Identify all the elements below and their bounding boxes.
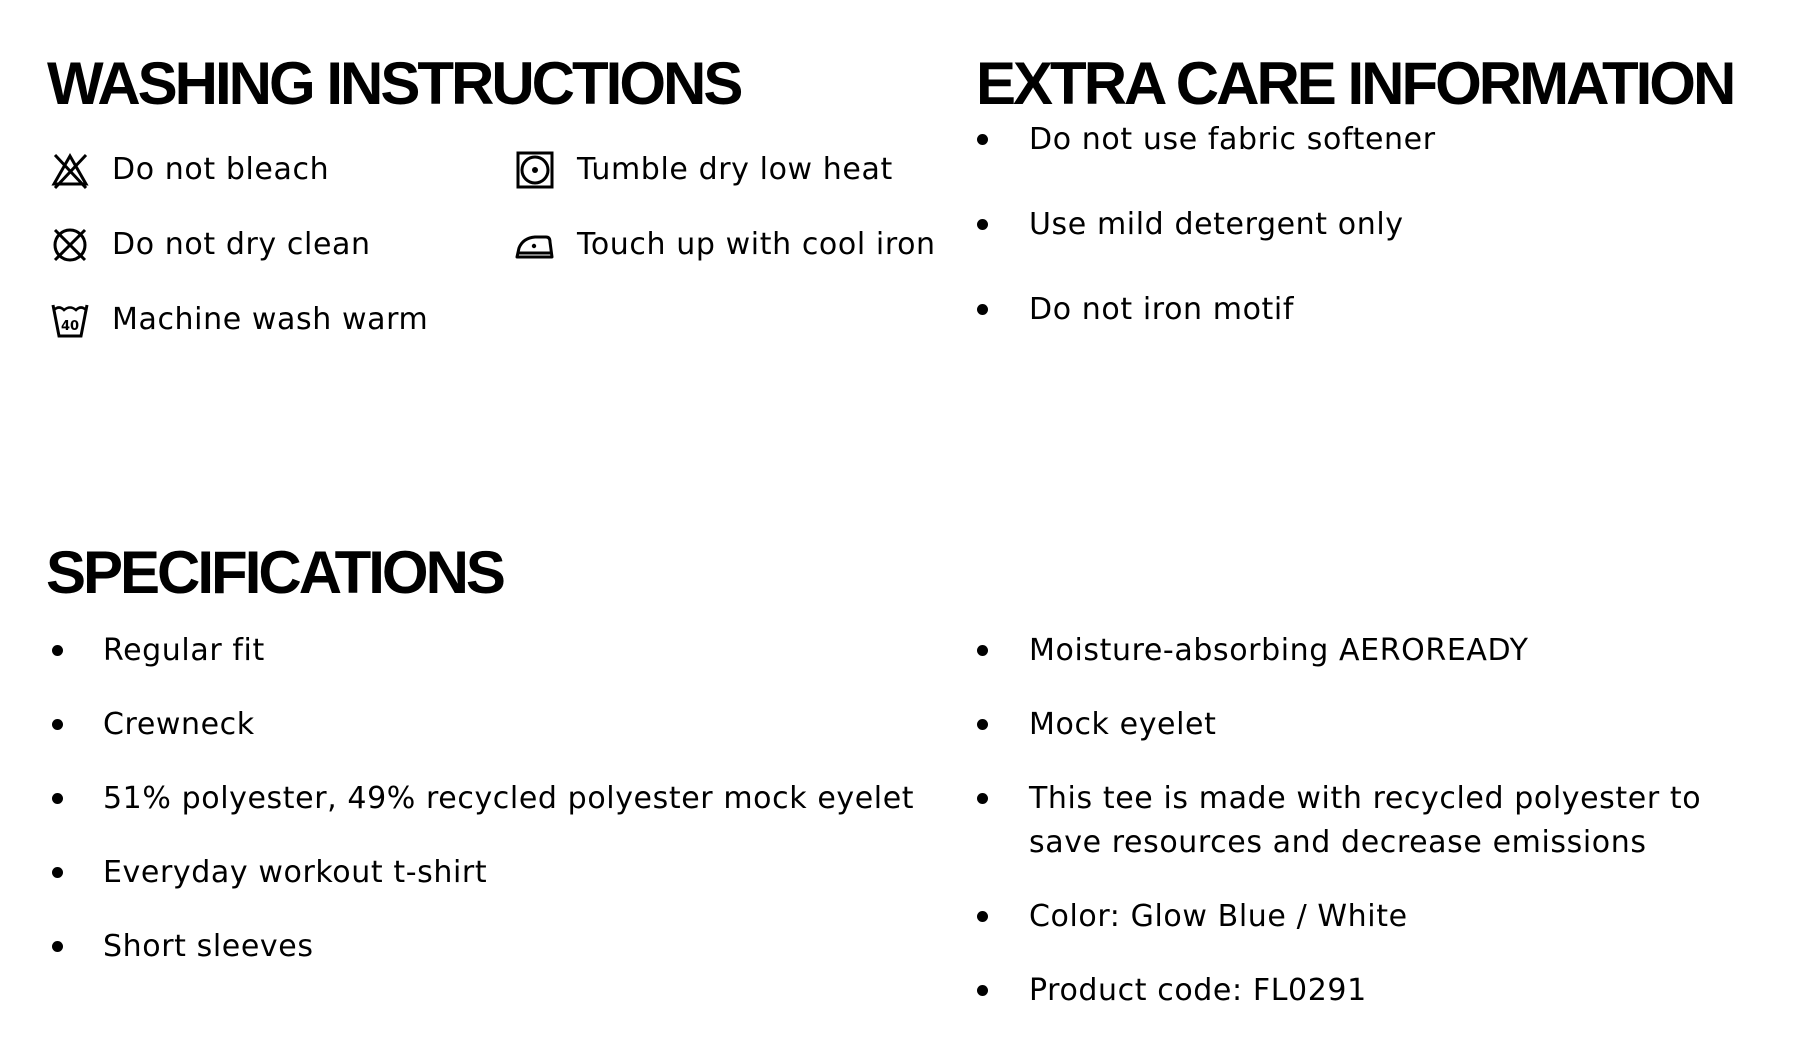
- bullet: [52, 941, 63, 952]
- list-item: [52, 851, 932, 895]
- bullet: [977, 645, 988, 656]
- specifications-list-left: [52, 629, 932, 999]
- care-item-cool-iron: [513, 223, 936, 267]
- list-item: [52, 777, 932, 821]
- wash-temperature-text: 40: [60, 319, 80, 334]
- extra-care-list: [977, 118, 1777, 373]
- care-item-do-not-dry-clean: [48, 223, 371, 267]
- list-item-text: 51% polyester, 49% recycled polyester mock eyelet: [103, 781, 915, 816]
- care-item-label: Machine wash warm: [112, 302, 429, 337]
- bullet: [977, 219, 988, 230]
- no-bleach-icon: [48, 148, 92, 192]
- list-item: [977, 703, 1747, 747]
- machine-wash-40-icon: [48, 298, 92, 342]
- list-item: [977, 629, 1747, 673]
- bullet: [52, 867, 63, 878]
- list-item: [977, 118, 1777, 162]
- specifications-list-right: [977, 629, 1747, 1043]
- bullet: [977, 793, 988, 804]
- extra-care-heading: EXTRA CARE INFORMATION: [976, 50, 1734, 117]
- list-item-text: Short sleeves: [103, 929, 314, 964]
- care-item-label: Do not bleach: [112, 152, 330, 187]
- care-item-do-not-bleach: [48, 148, 329, 192]
- tumble-dry-low-icon: [513, 148, 557, 192]
- list-item-text: Crewneck: [103, 707, 255, 742]
- care-item-label: Touch up with cool iron: [577, 227, 936, 262]
- list-item-text: Mock eyelet: [1029, 707, 1217, 742]
- list-item-text: Regular fit: [103, 633, 265, 668]
- list-item: [52, 703, 932, 747]
- bullet: [977, 985, 988, 996]
- care-item-label: Do not dry clean: [112, 227, 371, 262]
- list-item-text: Moisture-absorbing AEROREADY: [1029, 633, 1529, 668]
- list-item: [977, 969, 1747, 1013]
- specifications-heading: SPECIFICATIONS: [46, 539, 503, 606]
- list-item: [977, 288, 1777, 332]
- list-item: [977, 203, 1777, 247]
- bullet: [52, 719, 63, 730]
- list-item: [52, 925, 932, 969]
- bullet: [52, 793, 63, 804]
- no-dry-clean-icon: [48, 223, 92, 267]
- list-item: [977, 777, 1747, 865]
- care-item-machine-wash-warm: [48, 298, 428, 342]
- list-item-text: Everyday workout t-shirt: [103, 855, 488, 890]
- list-item: [52, 629, 932, 673]
- cool-iron-icon: [513, 223, 557, 267]
- list-item-text: Do not iron motif: [1029, 292, 1295, 327]
- care-item-tumble-dry-low: [513, 148, 893, 192]
- bullet: [977, 304, 988, 315]
- bullet: [52, 645, 63, 656]
- list-item-text: This tee is made with recycled polyester to save resources and decrease emissions: [1029, 781, 1702, 860]
- bullet: [977, 911, 988, 922]
- bullet: [977, 719, 988, 730]
- list-item-text: Do not use fabric softener: [1029, 122, 1436, 157]
- washing-instructions-heading: WASHING INSTRUCTIONS: [47, 50, 741, 117]
- bullet: [977, 134, 988, 145]
- care-item-label: Tumble dry low heat: [577, 152, 893, 187]
- list-item-text: Product code: FL0291: [1029, 973, 1367, 1008]
- list-item: [977, 895, 1747, 939]
- list-item-text: Color: Glow Blue / White: [1029, 899, 1408, 934]
- list-item-text: Use mild detergent only: [1029, 207, 1404, 242]
